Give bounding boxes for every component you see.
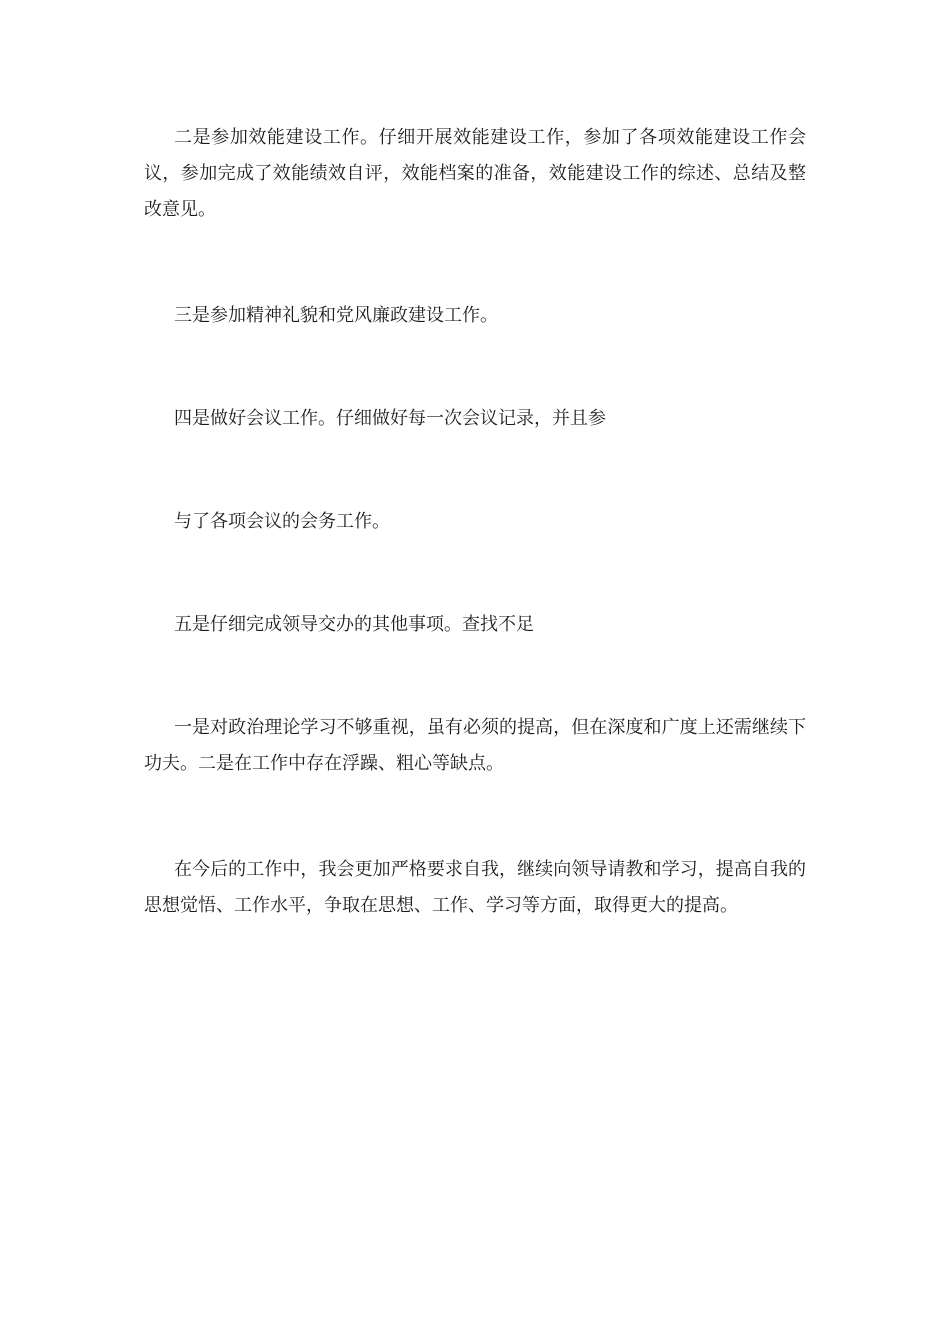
paragraph-future-plan: 在今后的工作中，我会更加严格要求自我，继续向领导请教和学习，提高自我的思想觉悟、工作水平，争取在思想、工作、学习等方面，取得更大的提高。	[144, 859, 806, 916]
paragraph-meeting-work: 四是做好会议工作。仔细做好每一次会议记录，并且参	[174, 408, 606, 429]
paragraph-efficiency-work: 二是参加效能建设工作。仔细开展效能建设工作，参加了各项效能建设工作会议，参加完成了效能绩效自评，效能档案的准备，效能建设工作的综述、总结及整改意见。	[144, 127, 806, 220]
paragraph-shortcomings: 一是对政治理论学习不够重视，虽有必须的提高，但在深度和广度上还需继续下功夫。二是在工作中存在浮躁、粗心等缺点。	[144, 717, 806, 774]
paragraph-integrity-work: 三是参加精神礼貌和党风廉政建设工作。	[174, 305, 498, 326]
paragraph-other-tasks: 五是仔细完成领导交办的其他事项。查找不足	[174, 614, 534, 635]
paragraph-meeting-affairs: 与了各项会议的会务工作。	[174, 511, 390, 532]
